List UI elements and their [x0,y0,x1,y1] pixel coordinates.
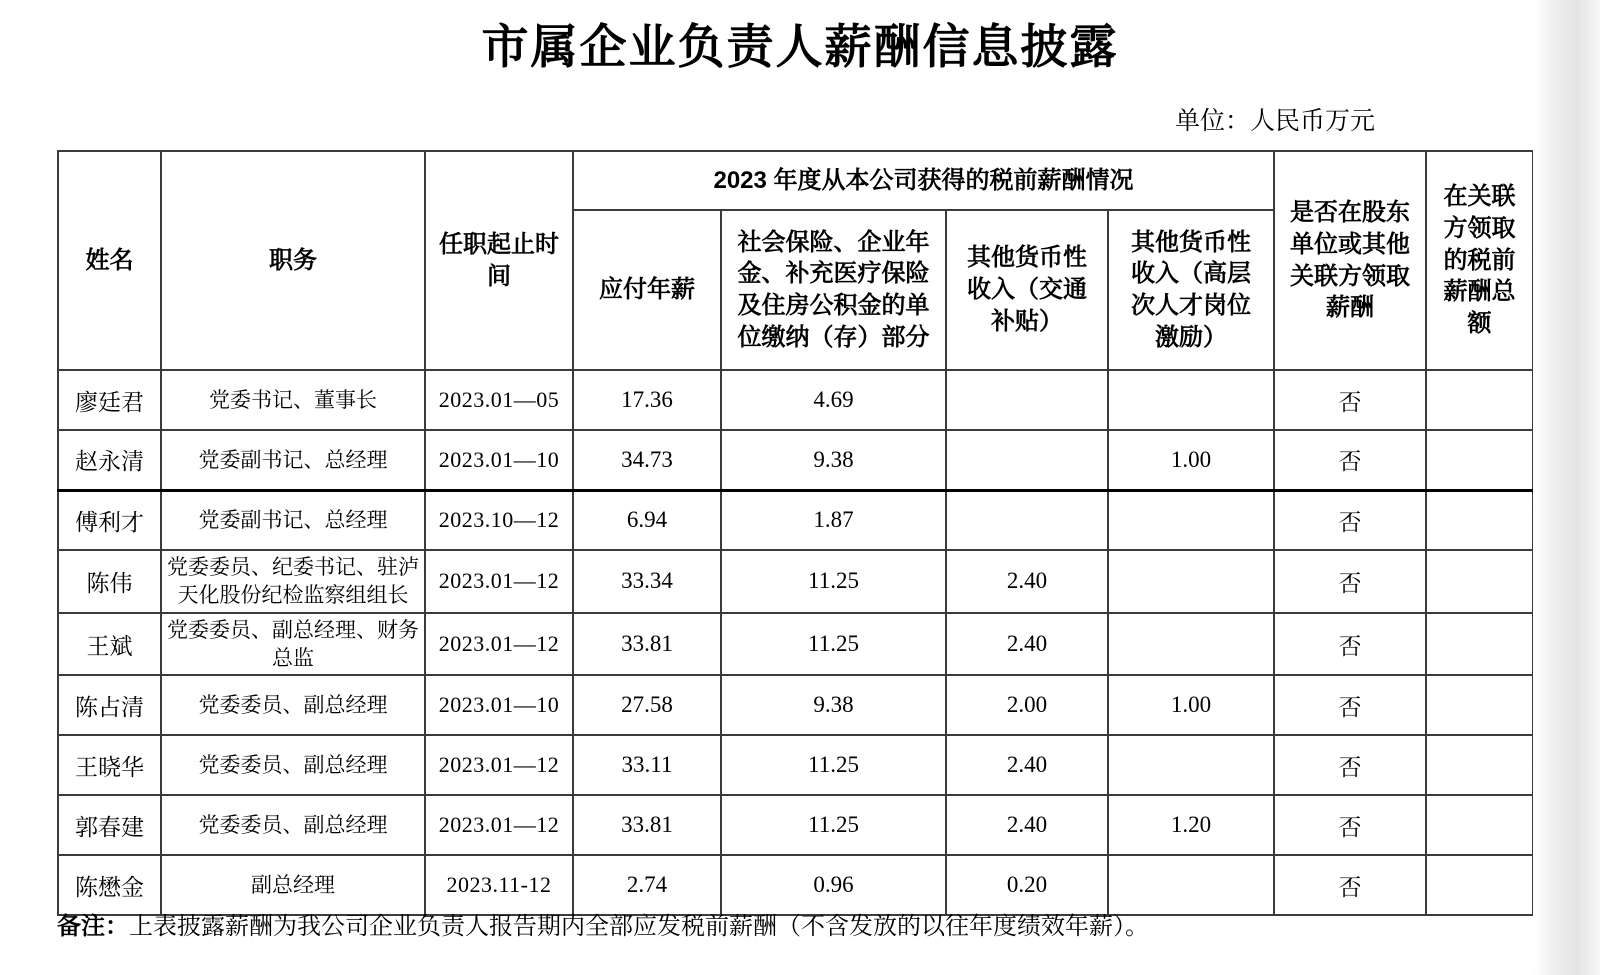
cell-salary: 33.81 [573,613,721,676]
cell-related-total [1426,430,1533,490]
cell-social-insurance: 11.25 [721,550,946,613]
col-header-social: 社会保险、企业年金、补充医疗保险及住房公积金的单位缴纳（存）部分 [721,210,946,370]
table-row [58,675,1533,735]
cell-term: 2023.01—05 [425,370,573,430]
cell-shareholder-pay: 否 [1274,855,1426,915]
cell-shareholder-pay: 否 [1274,795,1426,855]
cell-shareholder-pay: 否 [1274,550,1426,613]
col-header-name: 姓名 [58,151,161,370]
cell-name: 王晓华 [58,735,161,795]
cell-position: 党委委员、副总经理 [161,795,425,855]
cell-social-insurance: 9.38 [721,430,946,490]
cell-related-total [1426,795,1533,855]
cell-talent-incentive [1108,613,1274,676]
cell-social-insurance: 11.25 [721,613,946,676]
cell-position: 党委委员、纪委书记、驻泸天化股份纪检监察组组长 [161,550,425,613]
cell-salary: 2.74 [573,855,721,915]
col-header-related-total: 在关联方领取的税前薪酬总额 [1426,151,1533,370]
cell-transport-allowance: 0.20 [946,855,1108,915]
cell-position: 党委书记、董事长 [161,370,425,430]
col-header-other-transport: 其他货币性收入（交通补贴） [946,210,1108,370]
cell-term: 2023.01—12 [425,550,573,613]
table-body [58,370,1533,915]
cell-name: 赵永清 [58,430,161,490]
footnote-text: 上表披露薪酬为我公司企业负责人报告期内全部应发税前薪酬（不含发放的以往年度绩效年薪）。 [129,913,1149,940]
cell-term: 2023.01—12 [425,613,573,676]
cell-position: 党委委员、副总经理 [161,675,425,735]
cell-talent-incentive: 1.00 [1108,430,1274,490]
col-header-term: 任职起止时间 [425,151,573,370]
cell-transport-allowance: 2.40 [946,550,1108,613]
cell-social-insurance: 11.25 [721,795,946,855]
table-row [58,795,1533,855]
header-row-group [58,151,1533,210]
cell-position: 党委委员、副总经理、财务总监 [161,613,425,676]
col-header-salary: 应付年薪 [573,210,721,370]
cell-related-total [1426,735,1533,795]
cell-salary: 17.36 [573,370,721,430]
cell-term: 2023.11-12 [425,855,573,915]
cell-social-insurance: 4.69 [721,370,946,430]
cell-position: 党委副书记、总经理 [161,490,425,550]
cell-related-total [1426,613,1533,676]
cell-salary: 6.94 [573,490,721,550]
cell-salary: 27.58 [573,675,721,735]
cell-social-insurance: 11.25 [721,735,946,795]
cell-term: 2023.01—10 [425,430,573,490]
cell-related-total [1426,550,1533,613]
table-row [58,550,1533,613]
cell-term: 2023.01—12 [425,735,573,795]
cell-salary: 33.11 [573,735,721,795]
cell-term: 2023.01—10 [425,675,573,735]
cell-transport-allowance [946,430,1108,490]
table-row [58,735,1533,795]
table-row [58,490,1533,550]
cell-transport-allowance: 2.40 [946,735,1108,795]
cell-shareholder-pay: 否 [1274,675,1426,735]
cell-position: 党委副书记、总经理 [161,430,425,490]
cell-shareholder-pay: 否 [1274,490,1426,550]
cell-shareholder-pay: 否 [1274,430,1426,490]
unit-label: 单位：人民币万元 [1174,108,1375,135]
cell-talent-incentive: 1.20 [1108,795,1274,855]
table-row [58,613,1533,676]
cell-talent-incentive [1108,735,1274,795]
salary-table [57,150,1534,916]
table-row [58,430,1533,490]
cell-transport-allowance [946,490,1108,550]
cell-transport-allowance [946,370,1108,430]
col-header-other-talent: 其他货币性收入（高层次人才岗位激励） [1108,210,1274,370]
footnote [57,906,1457,941]
cell-position: 副总经理 [161,855,425,915]
cell-social-insurance: 0.96 [721,855,946,915]
page-edge-shadow [1533,0,1600,975]
cell-name: 郭春建 [58,795,161,855]
cell-salary: 34.73 [573,430,721,490]
cell-name: 廖廷君 [58,370,161,430]
cell-name: 傅利才 [58,490,161,550]
cell-salary: 33.34 [573,550,721,613]
cell-position: 党委委员、副总经理 [161,735,425,795]
footnote-label: 备注： [57,913,129,940]
col-header-position: 职务 [161,151,425,370]
cell-talent-incentive [1108,370,1274,430]
cell-related-total [1426,490,1533,550]
col-header-comp-group: 2023 年度从本公司获得的税前薪酬情况 [573,151,1274,210]
cell-term: 2023.01—12 [425,795,573,855]
cell-shareholder-pay: 否 [1274,370,1426,430]
table-row [58,370,1533,430]
cell-name: 王斌 [58,613,161,676]
cell-name: 陈懋金 [58,855,161,915]
cell-shareholder-pay: 否 [1274,613,1426,676]
cell-transport-allowance: 2.00 [946,675,1108,735]
cell-name: 陈占清 [58,675,161,735]
cell-shareholder-pay: 否 [1274,735,1426,795]
cell-name: 陈伟 [58,550,161,613]
cell-related-total [1426,370,1533,430]
table-header [58,151,1533,370]
cell-talent-incentive [1108,490,1274,550]
cell-related-total [1426,675,1533,735]
cell-transport-allowance: 2.40 [946,795,1108,855]
cell-talent-incentive [1108,550,1274,613]
cell-talent-incentive: 1.00 [1108,675,1274,735]
col-header-shareholder: 是否在股东单位或其他关联方领取薪酬 [1274,151,1426,370]
cell-salary: 33.81 [573,795,721,855]
cell-transport-allowance: 2.40 [946,613,1108,676]
cell-social-insurance: 9.38 [721,675,946,735]
page-title: 市属企业负责人薪酬信息披露 [481,22,1119,74]
cell-social-insurance: 1.87 [721,490,946,550]
cell-term: 2023.10—12 [425,490,573,550]
